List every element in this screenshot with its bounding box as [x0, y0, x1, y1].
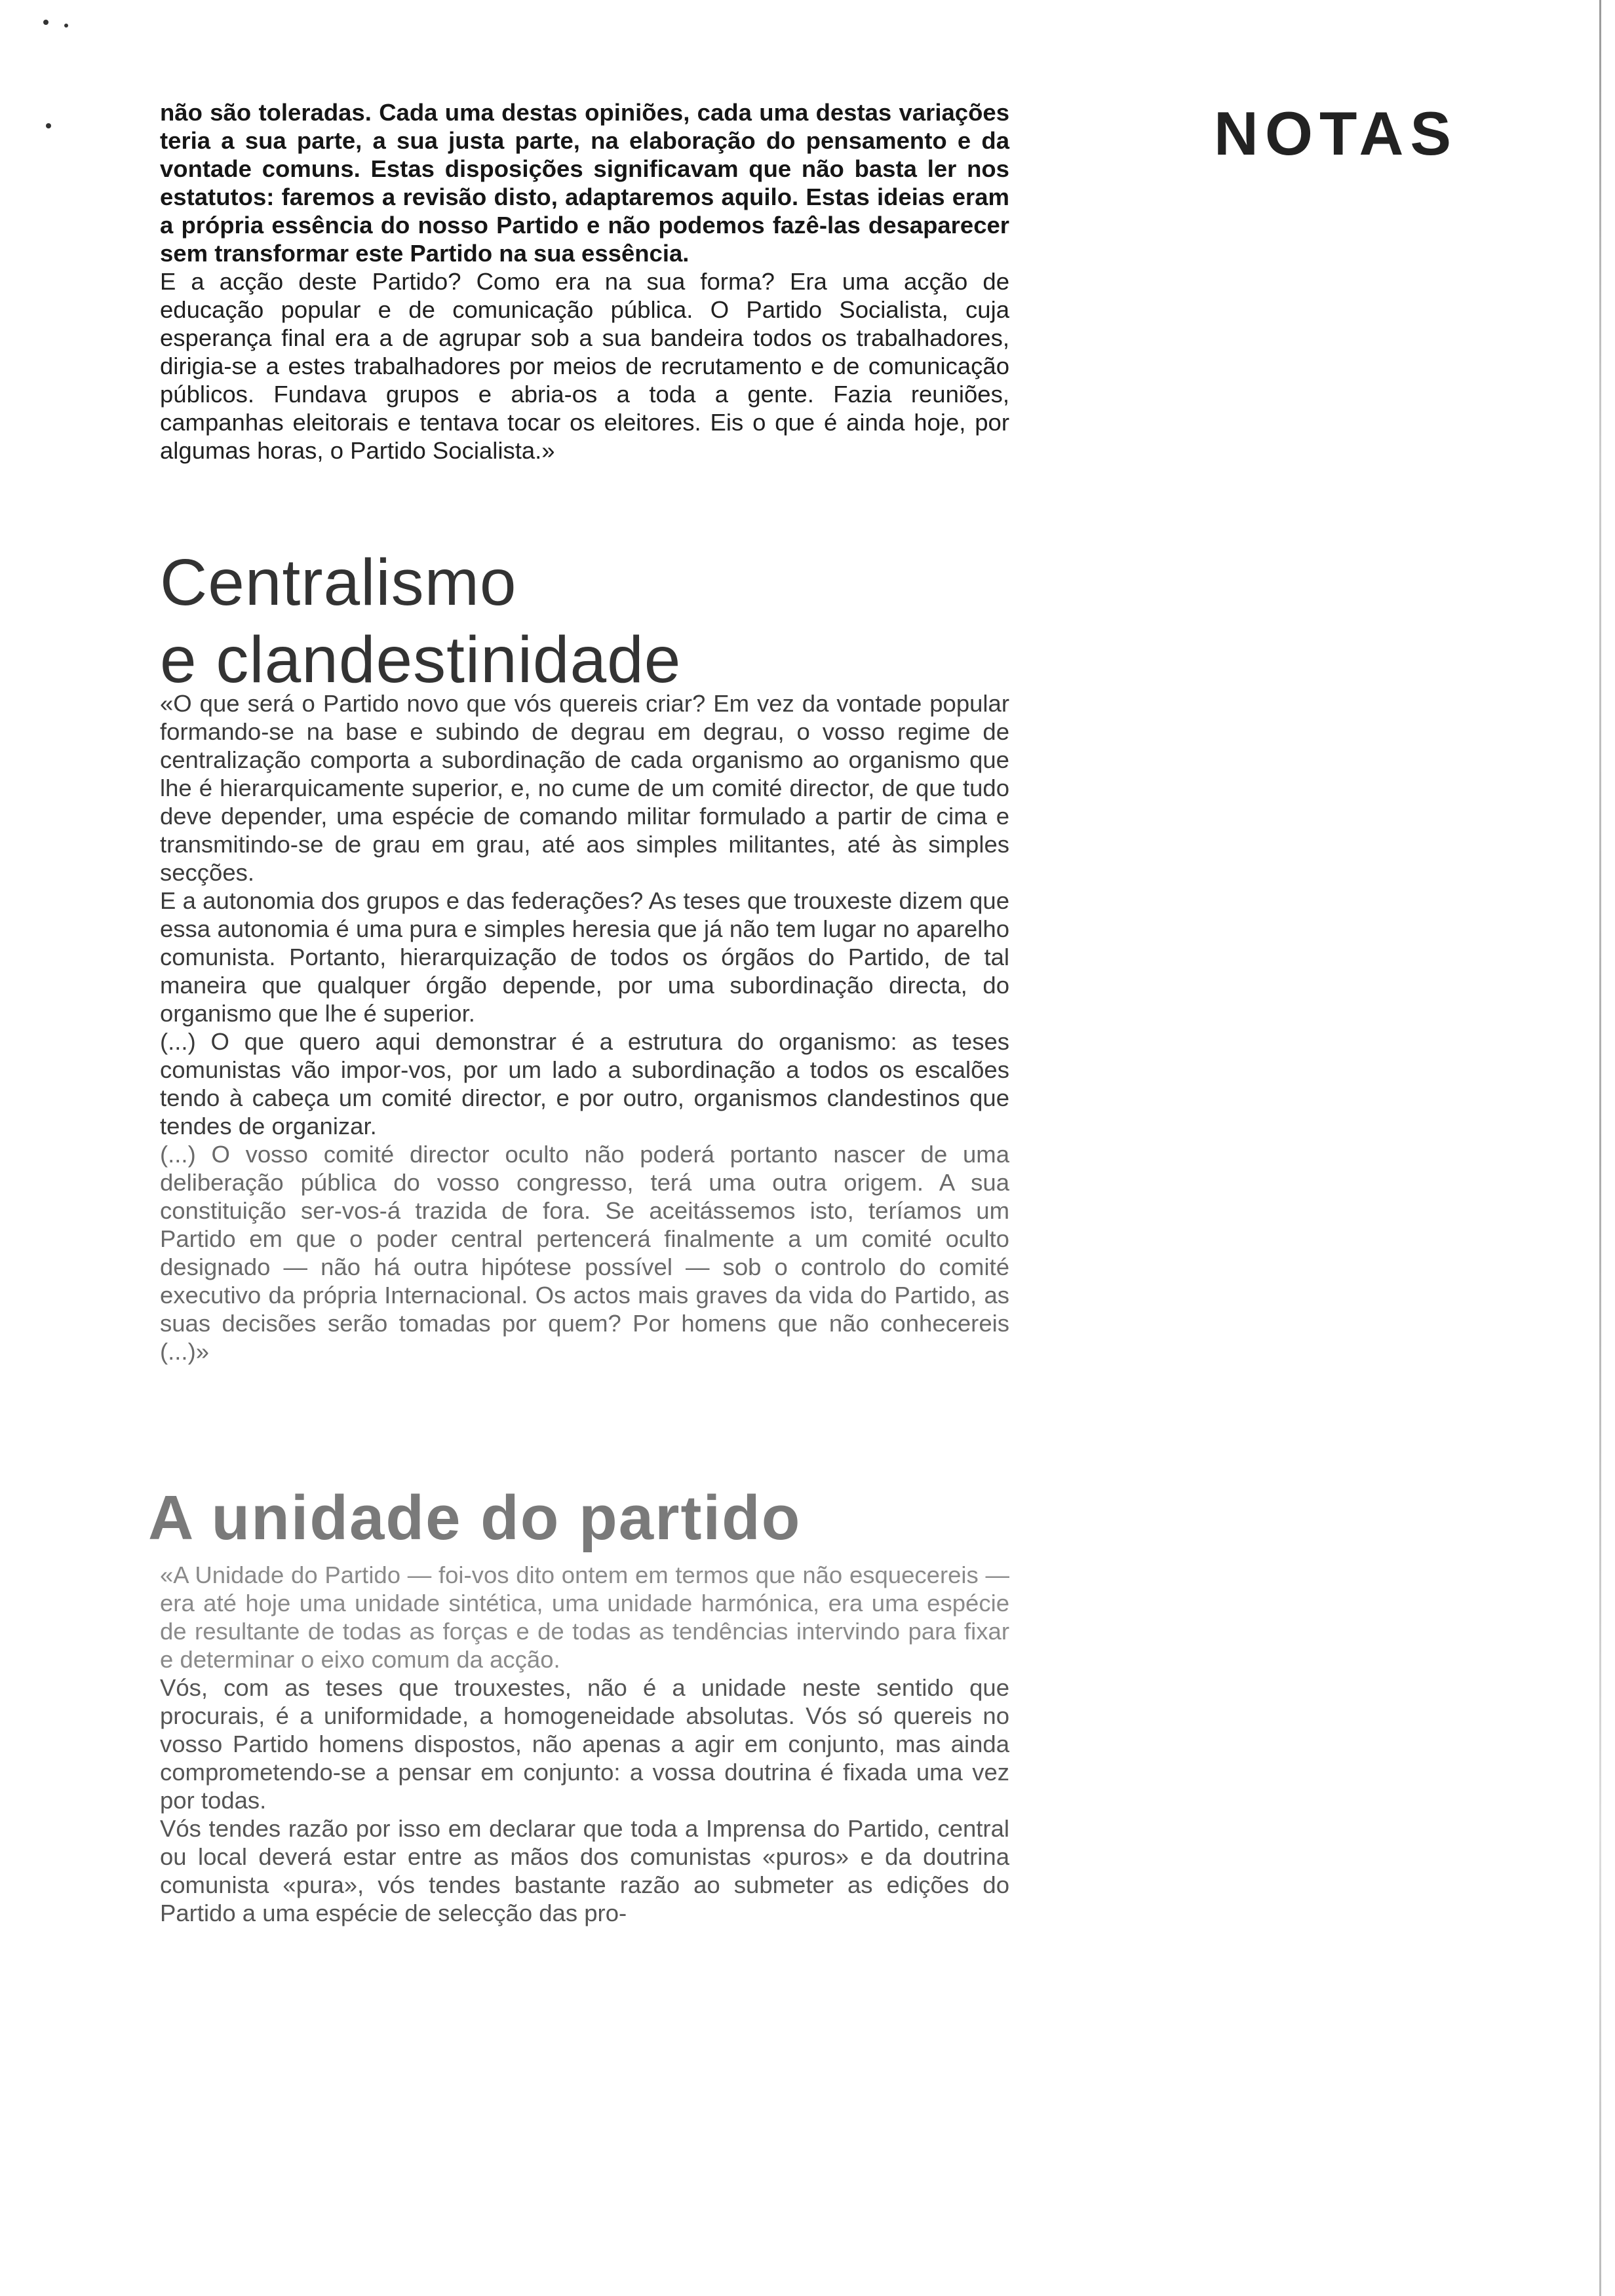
title-line: e clandestinidade — [160, 623, 682, 697]
intro-paragraph: não são toleradas. Cada uma destas opiniões, cada uma destas variações teria a sua parte, a sua justa parte, na elaboração do pensamento e da vontade comuns. Estas disposições significavam que não basta ler nos estatutos: faremos a revisão disto, adaptaremos aquilo. Estas ideias eram a própria essência do nosso Partido e não podemos fazê-las desaparecer sem transformar este Partido na sua essência. — [160, 99, 1009, 267]
section-title-unidade: A unidade do partido — [148, 1483, 802, 1553]
notas-heading: NOTAS — [1214, 99, 1458, 168]
body-paragraph: «O que será o Partido novo que vós quereis criar? Em vez da vontade popular formando-se na base e subindo de degrau em degrau, o vosso regime de centralização comporta a subordinação de cada organismo ao organismo que lhe é hierarquicamente superior, e, no cume de um comité director, de que tudo deve depender, uma espécie de comando militar formulado a partir de cima e transmitindo-se de grau em grau, até aos simples militantes, até às simples secções. — [160, 690, 1009, 886]
body-paragraph: (...) O que quero aqui demonstrar é a estrutura do organismo: as teses comunistas vão impor-vos, por um lado a subordinação a todos os escalões tendo à cabeça um comité director, e por outro, organismos clandestinos que tendes de organizar. — [160, 1028, 1009, 1139]
body-paragraph: Vós tendes razão por isso em declarar que toda a Imprensa do Partido, central ou local deverá estar entre as mãos dos comunistas «puros» e da doutrina comunista «pura», vós tendes bastante razão ao submeter as edições do Partido a uma espécie de selecção das pro- — [160, 1815, 1009, 1926]
intro-text — [160, 98, 1009, 465]
title-line: Centralismo — [160, 546, 517, 619]
centralismo-text — [160, 689, 1009, 1366]
body-paragraph: Vós, com as teses que trouxestes, não é a unidade neste sentido que procurais, é a uniformidade, a homogeneidade absolutas. Vós só quereis no vosso Partido homens dispostos, não apenas a agir em conjunto, mas ainda comprometendo-se a pensar em conjunto: a vossa doutrina é fixada uma vez por todas. — [160, 1674, 1009, 1814]
body-paragraph: (...) O vosso comité director oculto não poderá portanto nascer de uma deliberação pública do vosso congresso, terá uma outra origem. A sua constituição ser-vos-á trazida de fora. Se aceitássemos isto, teríamos um Partido em que o poder central pertencerá finalmente a um comité oculto designado — não há outra hipótese possível — sob o controlo do comité executivo da própria Internacional. Os actos mais graves da vida do Partido, as suas decisões serão tomadas por quem? Por homens que não conhecereis (...)» — [160, 1141, 1009, 1365]
body-paragraph: E a autonomia dos grupos e das federações? As teses que trouxeste dizem que essa autonomia é uma pura e simples heresia que já não tem lugar no aparelho comunista. Portanto, hierarquização de todos os órgãos do Partido, de tal maneira que qualquer órgão depende, por uma subordinação directa, do organismo que lhe é superior. — [160, 887, 1009, 1027]
body-paragraph: «A Unidade do Partido — foi-vos dito ontem em termos que não esquecereis — era até hoje uma unidade sintética, uma unidade harmónica, era uma espécie de resultante de todas as forças e de todas as tendências intervindo para fixar e determinar o eixo comum da acção. — [160, 1561, 1009, 1673]
scan-speck — [46, 123, 51, 128]
unidade-text — [160, 1561, 1009, 1927]
scan-speck — [64, 24, 68, 28]
intro-paragraph: E a acção deste Partido? Como era na sua forma? Era uma acção de educação popular e de comunicação pública. O Partido Socialista, cuja esperança final era a de agrupar sob a sua bandeira todos os trabalhadores, dirigia-se a estes trabalhadores por meios de recrutamento e de comunicação públicos. Fundava grupos e abria-os a toda a gente. Fazia reuniões, campanhas eleitorais e tentava tocar os eleitores. Eis o que é ainda hoje, por algumas horas, o Partido Socialista.» — [160, 268, 1009, 464]
section-title-centralismo — [160, 544, 681, 698]
scan-edge — [1599, 0, 1601, 2296]
scan-speck — [43, 20, 49, 25]
